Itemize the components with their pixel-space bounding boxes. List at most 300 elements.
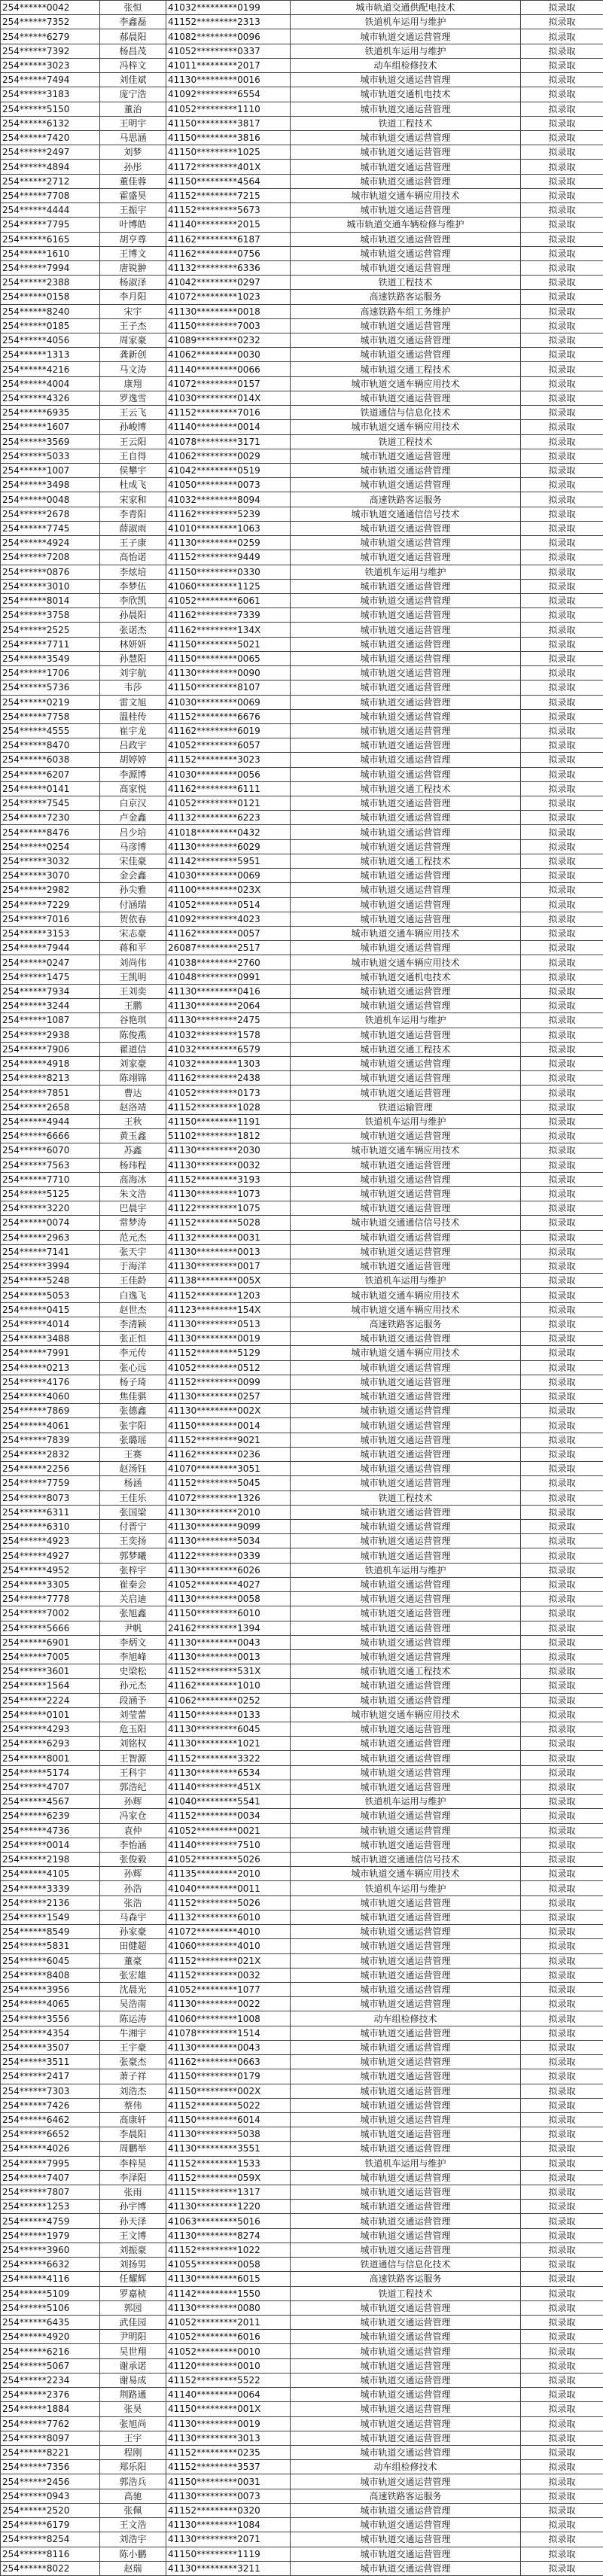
table-row — [1, 2445, 603, 2459]
table-row — [1, 333, 603, 348]
table-row — [1, 941, 603, 955]
table-row — [1, 1664, 603, 1679]
id-number-cell: 41130*********0058 — [166, 1592, 291, 1606]
status-cell: 拟录取 — [521, 1809, 603, 1823]
table-row — [1, 2358, 603, 2373]
major-cell: 城市轨道交通运营管理 — [291, 550, 521, 565]
id-number-cell: 41130*********1084 — [166, 2518, 291, 2532]
exam-number-cell: 254******0876 — [1, 565, 100, 579]
status-cell: 拟录取 — [521, 15, 603, 29]
name-cell: 王刘奕 — [100, 984, 166, 998]
id-number-cell: 41150*********1119 — [166, 2547, 291, 2561]
id-number-cell: 41152*********059X — [166, 2170, 291, 2185]
exam-number-cell: 254******3556 — [1, 2011, 100, 2026]
exam-number-cell: 254******5150 — [1, 102, 100, 116]
exam-number-cell: 254******2520 — [1, 2503, 100, 2517]
id-number-cell: 41152*********6676 — [166, 709, 291, 723]
major-cell: 城市轨道交通运营管理 — [291, 1244, 521, 1259]
exam-number-cell: 254******6279 — [1, 29, 100, 44]
name-cell: 张恒 — [100, 1, 166, 15]
exam-number-cell: 254******7002 — [1, 1606, 100, 1621]
status-cell: 拟录取 — [521, 2084, 603, 2098]
name-cell: 吕少培 — [100, 825, 166, 839]
id-number-cell: 41140*********0064 — [166, 2388, 291, 2402]
status-cell: 拟录取 — [521, 1042, 603, 1056]
exam-number-cell: 254******8014 — [1, 593, 100, 607]
table-row — [1, 160, 603, 174]
status-cell: 拟录取 — [521, 1390, 603, 1404]
name-cell: 刘宇航 — [100, 666, 166, 681]
name-cell: 段涵予 — [100, 1693, 166, 1707]
major-cell: 城市轨道交通运营管理 — [291, 1737, 521, 1751]
status-cell: 拟录取 — [521, 2402, 603, 2416]
table-row — [1, 2084, 603, 2098]
name-cell: 赵汤钰 — [100, 1462, 166, 1476]
table-row — [1, 955, 603, 970]
name-cell: 高驰 — [100, 2489, 166, 2503]
exam-number-cell: 254******6179 — [1, 2518, 100, 2532]
id-number-cell: 41150*********0065 — [166, 651, 291, 665]
status-cell: 拟录取 — [521, 260, 603, 275]
exam-number-cell: 254******2198 — [1, 1853, 100, 1867]
table-row — [1, 1838, 603, 1852]
major-cell: 城市轨道交通运营管理 — [291, 999, 521, 1013]
status-cell: 拟录取 — [521, 1028, 603, 1042]
exam-number-cell: 254******2832 — [1, 1447, 100, 1461]
name-cell: 庞宁浩 — [100, 87, 166, 102]
id-number-cell: 41052*********6057 — [166, 738, 291, 753]
id-number-cell: 41078*********3171 — [166, 434, 291, 449]
id-number-cell: 41152*********5522 — [166, 2373, 291, 2387]
name-cell: 孙宇博 — [100, 2200, 166, 2214]
exam-number-cell: 254******3488 — [1, 1332, 100, 1346]
status-cell: 拟录取 — [521, 174, 603, 188]
name-cell: 孙天泽 — [100, 2214, 166, 2228]
name-cell: 张正恒 — [100, 1332, 166, 1346]
id-number-cell: 51102*********1812 — [166, 1129, 291, 1143]
name-cell: 刘铭权 — [100, 1737, 166, 1751]
major-cell: 城市轨道交通运营管理 — [291, 637, 521, 651]
name-cell: 程刚 — [100, 2445, 166, 2459]
id-number-cell: 41152*********0034 — [166, 1809, 291, 1823]
name-cell: 王博文 — [100, 246, 166, 260]
name-cell: 周鹏举 — [100, 2142, 166, 2156]
major-cell: 铁道工程技术 — [291, 276, 521, 290]
major-cell: 城市轨道交通运营管理 — [291, 1693, 521, 1707]
id-number-cell: 41152*********9449 — [166, 550, 291, 565]
major-cell: 高速铁路客运服务 — [291, 2272, 521, 2286]
table-row — [1, 1895, 603, 1910]
id-number-cell: 41132*********6010 — [166, 1910, 291, 1924]
id-number-cell: 41130*********0080 — [166, 2300, 291, 2315]
status-cell: 拟录取 — [521, 1418, 603, 1433]
table-row — [1, 102, 603, 116]
id-number-cell: 41152*********021X — [166, 1953, 291, 1968]
major-cell: 城市轨道交通运营管理 — [291, 2098, 521, 2112]
major-cell: 铁道机车运用与维护 — [291, 44, 521, 58]
status-cell: 拟录取 — [521, 1143, 603, 1158]
table-row — [1, 869, 603, 883]
major-cell: 城市轨道交通运营管理 — [291, 1577, 521, 1591]
exam-number-cell: 254******3601 — [1, 1664, 100, 1679]
major-cell: 城市轨道交通运营管理 — [291, 709, 521, 723]
exam-number-cell: 254******3569 — [1, 434, 100, 449]
name-cell: 刘浩杰 — [100, 2084, 166, 2098]
name-cell: 蒋和平 — [100, 941, 166, 955]
major-cell: 城市轨道交通运营管理 — [291, 2330, 521, 2344]
exam-number-cell: 254******4004 — [1, 376, 100, 391]
exam-number-cell: 254******4555 — [1, 723, 100, 738]
name-cell: 郭梦曦 — [100, 1548, 166, 1563]
table-row — [1, 2026, 603, 2040]
id-number-cell: 41150*********7003 — [166, 318, 291, 333]
exam-number-cell: 254******6901 — [1, 1635, 100, 1649]
major-cell: 城市轨道交通通信信号技术 — [291, 1216, 521, 1230]
status-cell: 拟录取 — [521, 796, 603, 811]
exam-number-cell: 254******7795 — [1, 218, 100, 232]
table-row — [1, 1390, 603, 1404]
exam-number-cell: 254******7494 — [1, 73, 100, 87]
id-number-cell: 41132*********6223 — [166, 811, 291, 825]
exam-number-cell: 254******7759 — [1, 1476, 100, 1490]
id-number-cell: 41162*********0236 — [166, 1447, 291, 1461]
table-row — [1, 2373, 603, 2387]
name-cell: 李梦伍 — [100, 579, 166, 593]
status-cell: 拟录取 — [521, 1404, 603, 1418]
major-cell: 城市轨道交通运营管理 — [291, 579, 521, 593]
major-cell: 城市轨道交通运营管理 — [291, 536, 521, 550]
table-row — [1, 2286, 603, 2300]
status-cell: 拟录取 — [521, 2489, 603, 2503]
id-number-cell: 41130*********3211 — [166, 2561, 291, 2575]
exam-number-cell: 254******7851 — [1, 1086, 100, 1100]
table-row — [1, 637, 603, 651]
status-cell: 拟录取 — [521, 927, 603, 941]
name-cell: 李青阳 — [100, 507, 166, 521]
table-row — [1, 2316, 603, 2330]
status-cell: 拟录取 — [521, 318, 603, 333]
exam-number-cell: 254******5666 — [1, 1621, 100, 1635]
major-cell: 城市轨道交通运营管理 — [291, 2503, 521, 2517]
name-cell: 李怡涵 — [100, 1838, 166, 1852]
major-cell: 城市轨道交通运营管理 — [291, 1462, 521, 1476]
status-cell: 拟录取 — [521, 1375, 603, 1389]
major-cell: 城市轨道交通运营管理 — [291, 941, 521, 955]
major-cell: 城市轨道交通运营管理 — [291, 869, 521, 883]
major-cell: 城市轨道交通运营管理 — [291, 593, 521, 607]
exam-number-cell: 254******1607 — [1, 420, 100, 434]
major-cell: 城市轨道交通运营管理 — [291, 2040, 521, 2054]
exam-number-cell: 254******6666 — [1, 1129, 100, 1143]
major-cell: 城市轨道交通车辆应用技术 — [291, 1302, 521, 1317]
status-cell: 拟录取 — [521, 1867, 603, 1881]
table-row — [1, 1925, 603, 1939]
id-number-cell: 41140*********0014 — [166, 420, 291, 434]
id-number-cell: 41052*********1110 — [166, 102, 291, 116]
exam-number-cell: 254******0254 — [1, 839, 100, 854]
major-cell: 城市轨道交通运营管理 — [291, 2344, 521, 2358]
table-row — [1, 1953, 603, 1968]
table-row — [1, 391, 603, 405]
status-cell: 拟录取 — [521, 2344, 603, 2358]
table-row — [1, 1042, 603, 1056]
status-cell: 拟录取 — [521, 2069, 603, 2084]
name-cell: 谢易成 — [100, 2373, 166, 2387]
major-cell: 城市轨道交通运营管理 — [291, 1997, 521, 2011]
table-row — [1, 579, 603, 593]
table-row — [1, 507, 603, 521]
status-cell: 拟录取 — [521, 1664, 603, 1679]
id-number-cell: 41140*********0066 — [166, 362, 291, 376]
major-cell: 城市轨道交通运营管理 — [291, 2069, 521, 2084]
status-cell: 拟录取 — [521, 29, 603, 44]
table-row — [1, 1288, 603, 1302]
id-number-cell: 41130*********0022 — [166, 1997, 291, 2011]
name-cell: 刘梦 — [100, 145, 166, 160]
exam-number-cell: 254******6216 — [1, 2344, 100, 2358]
table-row — [1, 781, 603, 796]
status-cell: 拟录取 — [521, 2561, 603, 2575]
exam-number-cell: 254******0158 — [1, 290, 100, 304]
major-cell: 城市轨道交通运营管理 — [291, 796, 521, 811]
major-cell: 城市轨道交通运营管理 — [291, 1621, 521, 1635]
status-cell: 拟录取 — [521, 2170, 603, 2185]
exam-number-cell: 254******7995 — [1, 2156, 100, 2170]
major-cell: 高速铁路客运服务 — [291, 1317, 521, 1331]
table-row — [1, 1476, 603, 1490]
status-cell: 拟录取 — [521, 2156, 603, 2170]
table-row — [1, 2474, 603, 2489]
table-row — [1, 1823, 603, 1838]
status-cell: 拟录取 — [521, 492, 603, 507]
id-number-cell: 41150*********0014 — [166, 1418, 291, 1433]
major-cell: 城市轨道交通运营管理 — [291, 608, 521, 623]
name-cell: 牛湘宇 — [100, 2026, 166, 2040]
name-cell: 宋佳豪 — [100, 854, 166, 868]
id-number-cell: 41152*********3322 — [166, 1751, 291, 1765]
name-cell: 李泽阳 — [100, 2170, 166, 2185]
exam-number-cell: 254******0141 — [1, 781, 100, 796]
exam-number-cell: 254******3498 — [1, 478, 100, 492]
major-cell: 城市轨道交通运营管理 — [291, 203, 521, 218]
name-cell: 付涵瑞 — [100, 897, 166, 912]
exam-number-cell: 254******7758 — [1, 709, 100, 723]
name-cell: 黄玉鑫 — [100, 1129, 166, 1143]
id-number-cell: 41150*********6010 — [166, 1606, 291, 1621]
major-cell: 铁道机车运用与维护 — [291, 565, 521, 579]
table-row — [1, 1707, 603, 1722]
exam-number-cell: 254******7005 — [1, 1649, 100, 1664]
major-cell: 城市轨道交通运营管理 — [291, 391, 521, 405]
id-number-cell: 41162*********134X — [166, 623, 291, 637]
id-number-cell: 41130*********0013 — [166, 1244, 291, 1259]
status-cell: 拟录取 — [521, 464, 603, 478]
status-cell: 拟录取 — [521, 232, 603, 246]
status-cell: 拟录取 — [521, 1895, 603, 1910]
status-cell: 拟录取 — [521, 478, 603, 492]
table-row — [1, 2214, 603, 2228]
major-cell: 城市轨道交通运营管理 — [291, 1230, 521, 1244]
id-number-cell: 41152*********1022 — [166, 2243, 291, 2257]
id-number-cell: 41150*********0179 — [166, 2069, 291, 2084]
major-cell: 城市轨道交通运营管理 — [291, 2388, 521, 2402]
id-number-cell: 41152*********5129 — [166, 1346, 291, 1360]
id-number-cell: 41130*********3551 — [166, 2142, 291, 2156]
name-cell: 高怡诺 — [100, 550, 166, 565]
status-cell: 拟录取 — [521, 1881, 603, 1895]
exam-number-cell: 254******3244 — [1, 999, 100, 1013]
name-cell: 孙峻博 — [100, 420, 166, 434]
status-cell: 拟录取 — [521, 709, 603, 723]
exam-number-cell: 254******2234 — [1, 2373, 100, 2387]
table-row — [1, 2388, 603, 2402]
status-cell: 拟录取 — [521, 1129, 603, 1143]
table-row — [1, 188, 603, 202]
exam-number-cell: 254******6652 — [1, 2127, 100, 2142]
exam-number-cell: 254******7991 — [1, 1346, 100, 1360]
major-cell: 城市轨道交通机电技术 — [291, 87, 521, 102]
major-cell: 城市轨道交通运营管理 — [291, 2474, 521, 2489]
exam-number-cell: 254******7545 — [1, 796, 100, 811]
id-number-cell: 41130*********2030 — [166, 1143, 291, 1158]
id-number-cell: 41162*********6111 — [166, 781, 291, 796]
exam-number-cell: 254******4326 — [1, 391, 100, 405]
id-number-cell: 41152*********3537 — [166, 2460, 291, 2474]
major-cell: 铁道工程技术 — [291, 1490, 521, 1505]
table-row — [1, 2518, 603, 2532]
major-cell: 铁道机车运用与维护 — [291, 1563, 521, 1577]
name-cell: 白逸飞 — [100, 1288, 166, 1302]
name-cell: 李晨阳 — [100, 2127, 166, 2142]
table-row — [1, 260, 603, 275]
id-number-cell: 41130*********9099 — [166, 1519, 291, 1533]
name-cell: 宋宇 — [100, 304, 166, 318]
exam-number-cell: 254******3305 — [1, 1577, 100, 1591]
name-cell: 胡亨尊 — [100, 232, 166, 246]
status-cell: 拟录取 — [521, 1216, 603, 1230]
exam-number-cell: 254******3956 — [1, 1982, 100, 1996]
exam-number-cell: 254******7762 — [1, 2416, 100, 2431]
major-cell: 高速铁路客运服务 — [291, 290, 521, 304]
name-cell: 韦莎 — [100, 681, 166, 695]
major-cell: 城市轨道交通运营管理 — [291, 1447, 521, 1461]
status-cell: 拟录取 — [521, 218, 603, 232]
table-row — [1, 87, 603, 102]
name-cell: 朱文浩 — [100, 1186, 166, 1201]
status-cell: 拟录取 — [521, 767, 603, 781]
status-cell: 拟录取 — [521, 565, 603, 579]
exam-number-cell: 254******1087 — [1, 1013, 100, 1028]
table-row — [1, 1635, 603, 1649]
status-cell: 拟录取 — [521, 2547, 603, 2561]
status-cell: 拟录取 — [521, 1592, 603, 1606]
name-cell: 叶博皓 — [100, 218, 166, 232]
name-cell: 孙浩 — [100, 1881, 166, 1895]
table-row — [1, 2011, 603, 2026]
table-row — [1, 1519, 603, 1533]
status-cell: 拟录取 — [521, 695, 603, 709]
major-cell: 城市轨道交通运营管理 — [291, 2431, 521, 2445]
exam-number-cell: 254******7356 — [1, 2460, 100, 2474]
exam-number-cell: 254******4105 — [1, 1867, 100, 1881]
exam-number-cell: 254******5248 — [1, 1274, 100, 1288]
table-row — [1, 449, 603, 463]
name-cell: 陈翊锦 — [100, 1071, 166, 1086]
name-cell: 焦佳骐 — [100, 1390, 166, 1404]
name-cell: 任耀辉 — [100, 2272, 166, 2286]
major-cell: 高速铁路客运服务 — [291, 2489, 521, 2503]
exam-number-cell: 254******7407 — [1, 2170, 100, 2185]
major-cell: 城市轨道交通运营管理 — [291, 73, 521, 87]
exam-number-cell: 254******8254 — [1, 2532, 100, 2547]
status-cell: 拟录取 — [521, 2358, 603, 2373]
exam-number-cell: 254******2678 — [1, 507, 100, 521]
major-cell: 城市轨道交通运营管理 — [291, 723, 521, 738]
status-cell: 拟录取 — [521, 1071, 603, 1086]
status-cell: 拟录取 — [521, 1332, 603, 1346]
status-cell: 拟录取 — [521, 2431, 603, 2445]
major-cell: 城市轨道交通车辆应用技术 — [291, 376, 521, 391]
status-cell: 拟录取 — [521, 2243, 603, 2257]
table-row — [1, 1230, 603, 1244]
status-cell: 拟录取 — [521, 1997, 603, 2011]
id-number-cell: 41072*********1023 — [166, 290, 291, 304]
table-row — [1, 1071, 603, 1086]
id-number-cell: 41150*********0133 — [166, 1707, 291, 1722]
exam-number-cell: 254******2388 — [1, 276, 100, 290]
major-cell: 城市轨道交通运营管理 — [291, 232, 521, 246]
status-cell: 拟录取 — [521, 434, 603, 449]
exam-number-cell: 254******6435 — [1, 2316, 100, 2330]
id-number-cell: 41032*********8094 — [166, 492, 291, 507]
table-row — [1, 1693, 603, 1707]
id-number-cell: 41152*********0235 — [166, 2445, 291, 2459]
table-row — [1, 218, 603, 232]
table-row — [1, 1968, 603, 1982]
exam-number-cell: 254******2938 — [1, 1028, 100, 1042]
exam-number-cell: 254******7563 — [1, 1158, 100, 1172]
exam-number-cell: 254******0247 — [1, 955, 100, 970]
exam-number-cell: 254******7807 — [1, 2185, 100, 2200]
exam-number-cell: 254******0014 — [1, 1838, 100, 1852]
id-number-cell: 41130*********0016 — [166, 73, 291, 87]
name-cell: 崔秦会 — [100, 1577, 166, 1591]
major-cell: 城市轨道交通运营管理 — [291, 1606, 521, 1621]
exam-number-cell: 254******5125 — [1, 1186, 100, 1201]
id-number-cell: 41130*********6015 — [166, 2272, 291, 2286]
table-row — [1, 15, 603, 29]
status-cell: 拟录取 — [521, 2040, 603, 2054]
major-cell: 城市轨道交通供配电技术 — [291, 1, 521, 15]
exam-number-cell: 254******5053 — [1, 1288, 100, 1302]
major-cell: 铁道机车运用与维护 — [291, 1114, 521, 1128]
name-cell: 董佳蓉 — [100, 174, 166, 188]
status-cell: 拟录取 — [521, 666, 603, 681]
name-cell: 张昊 — [100, 2402, 166, 2416]
exam-number-cell: 254******1313 — [1, 348, 100, 362]
name-cell: 曹达 — [100, 1086, 166, 1100]
id-number-cell: 41092*********4023 — [166, 912, 291, 926]
status-cell: 拟录取 — [521, 738, 603, 753]
id-number-cell: 41150*********6014 — [166, 2112, 291, 2127]
major-cell: 铁道机车运用与维护 — [291, 1274, 521, 1288]
name-cell: 金会鑫 — [100, 869, 166, 883]
id-number-cell: 41140*********2015 — [166, 218, 291, 232]
id-number-cell: 41152*********2313 — [166, 15, 291, 29]
table-row — [1, 2402, 603, 2416]
exam-number-cell: 254******1706 — [1, 666, 100, 681]
name-cell: 张璐瑶 — [100, 1433, 166, 1447]
